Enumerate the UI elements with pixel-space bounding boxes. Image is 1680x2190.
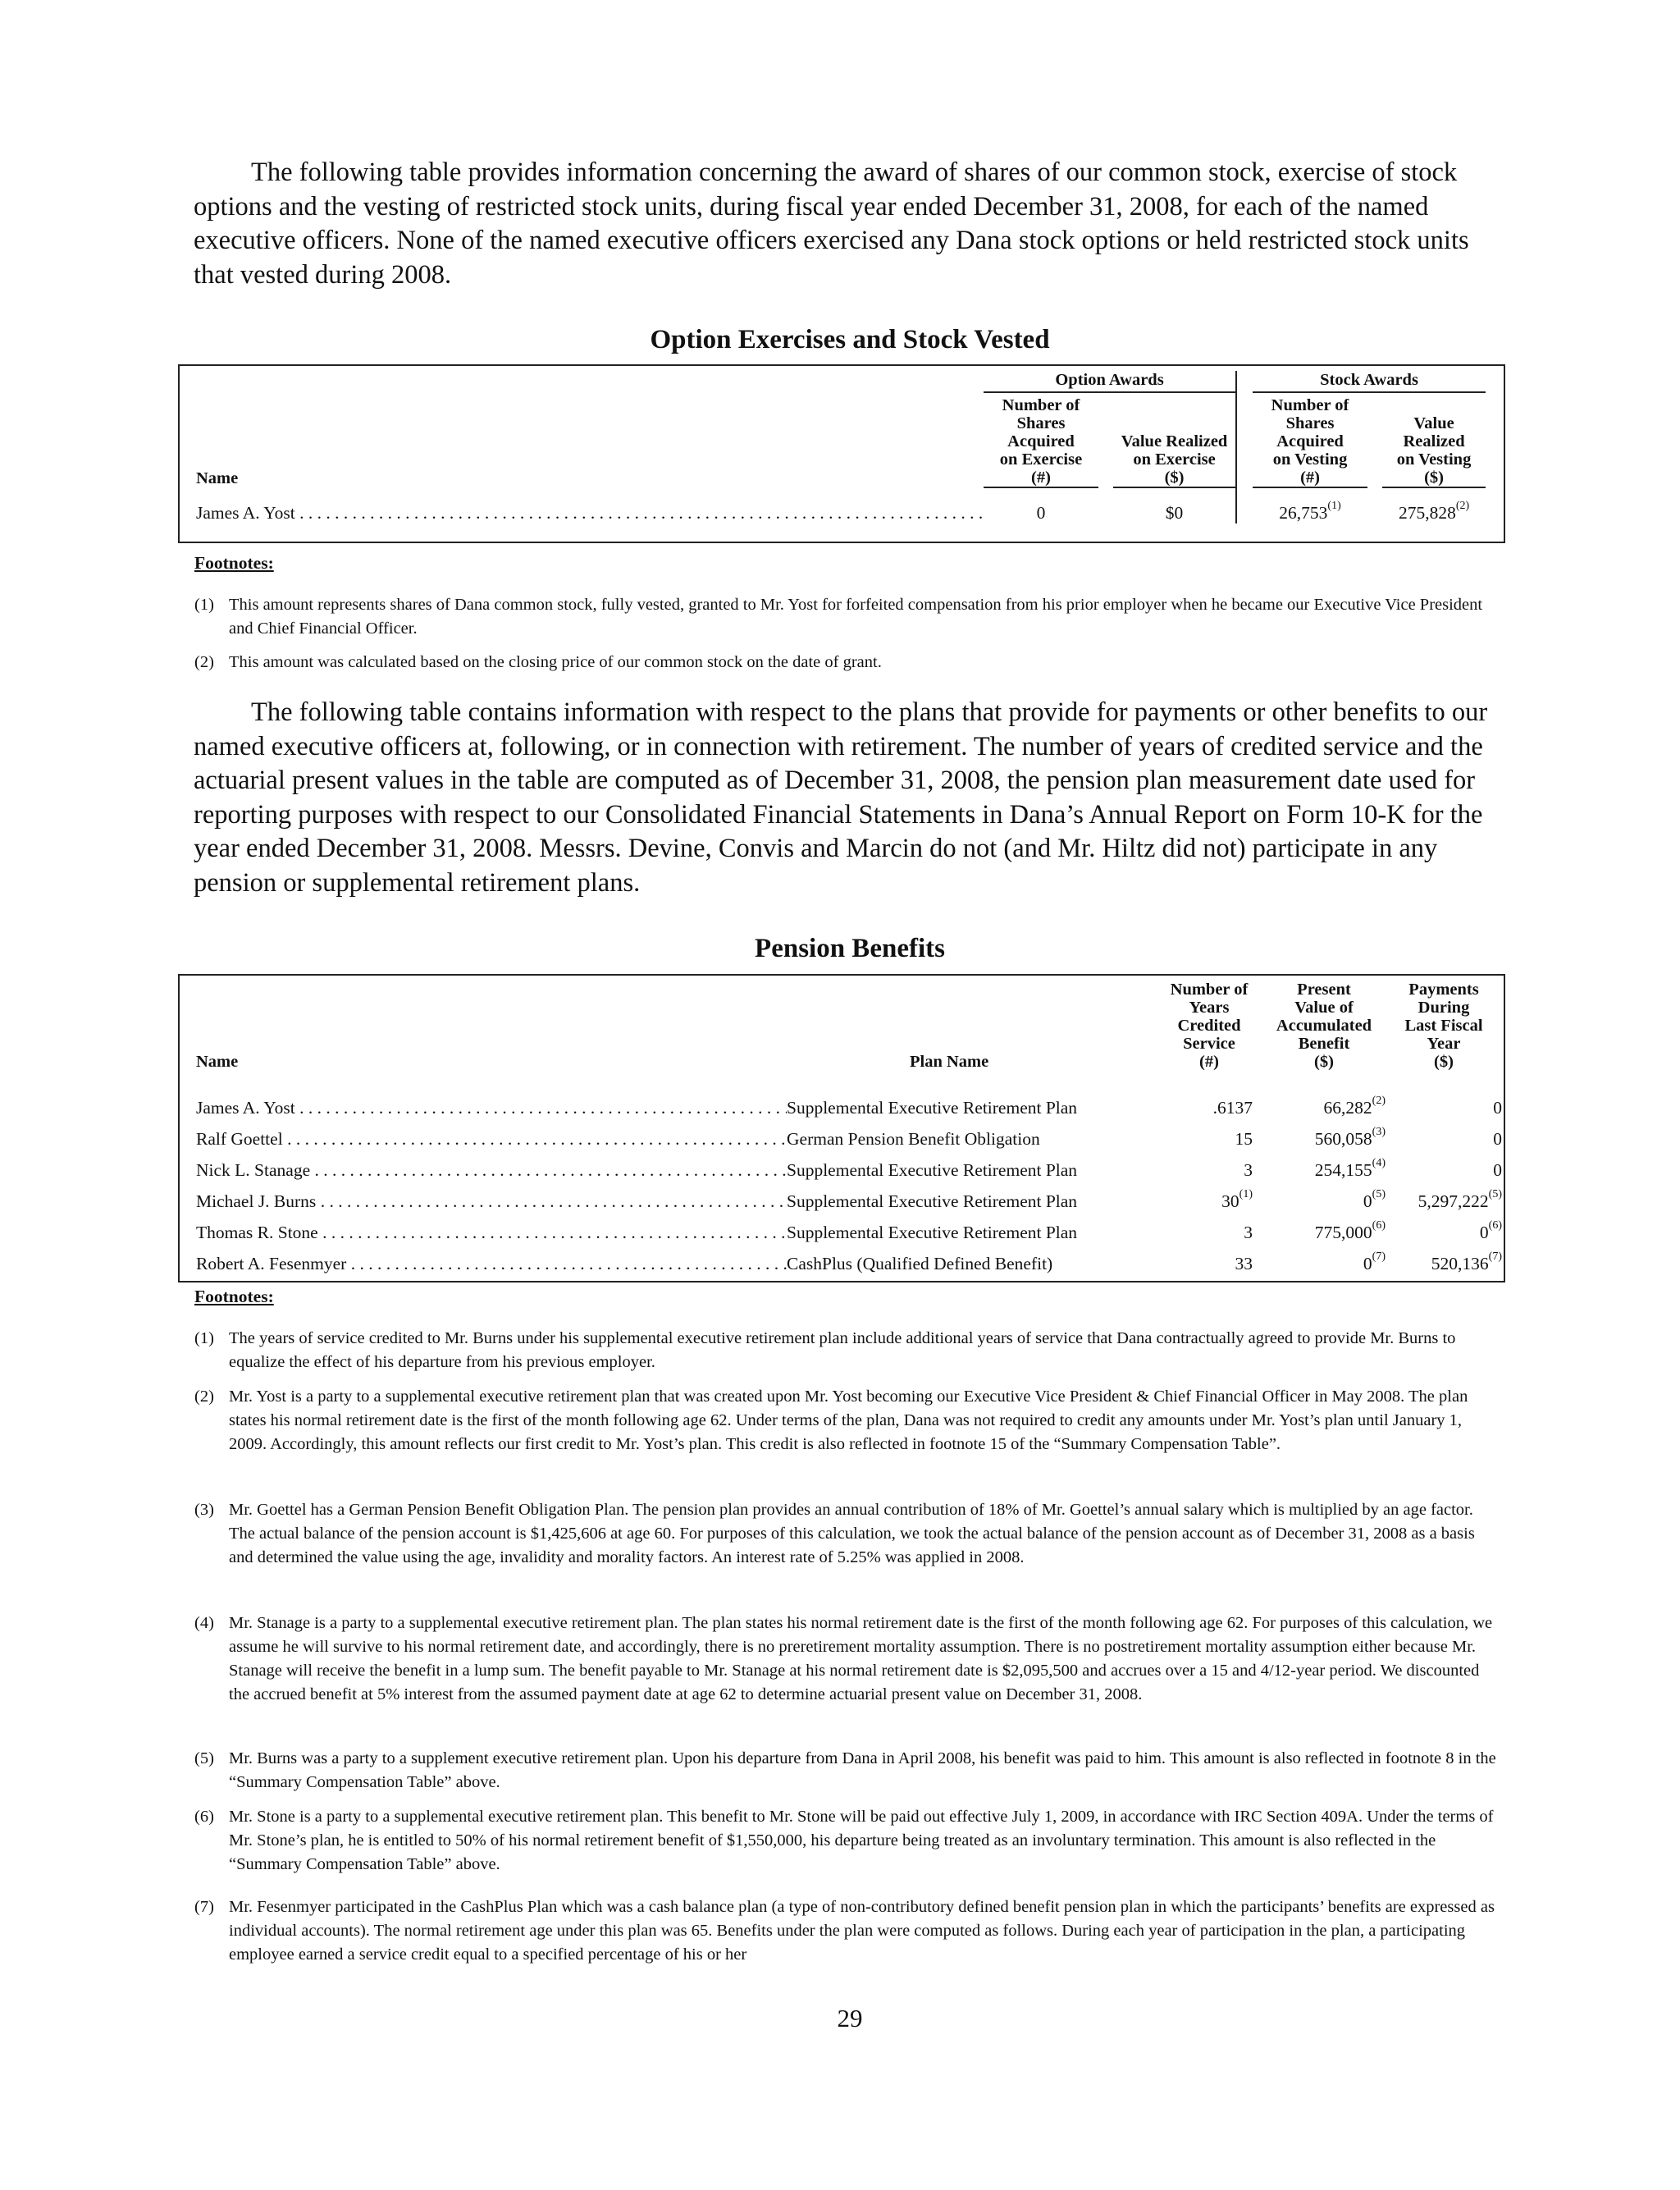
row-plan: CashPlus (Qualified Defined Benefit) [787,1254,1053,1273]
col-header-payments: Payments During Last Fiscal Year ($) [1404,981,1483,1071]
table-row [180,487,1504,523]
col-header-present: Present Value of Accumulated Benefit ($) [1276,981,1372,1071]
col-header-opt-value: Value Realized on Exercise ($) [1113,392,1236,487]
row-name: Thomas R. Stone . . . [196,1212,787,1243]
row-payments: 0 [1493,1098,1502,1118]
pension-benefits-table [178,974,1505,1282]
row-opt-shares: 0 [1036,503,1046,523]
row-stk-value: 275,828$^{(2)}$ [1398,500,1470,523]
row-name: James A. Yost . . . [196,1087,787,1118]
row-present: 254,155$^{(4)}$ [1314,1157,1386,1180]
row-payments: 520,136$^{(7)}$ [1431,1250,1502,1273]
row-payments: 0$^{(6)}$ [1479,1219,1502,1242]
row-present: 560,058$^{(3)}$ [1314,1126,1386,1149]
row-name: Ralf Goettel . . . [196,1118,787,1150]
footnote: (4) Mr. Stanage is a party to a supplemental executive retirement plan. The plan states his normal retirement date is the first of the month following age 62. For purposes of this calculation, we assume he will survive to his normal retirement date, and accordingly, there is no preretirement mortality assumption. There is no postretirement mortality assumption either because Mr. Stanage will receive the benefit in a lump sum. The benefit payable to Mr. Stanage at his normal retirement date is $2,095,500 and accrues over a 15 and 4/12-year period. We discounted the accrued benefit at 5% interest from the assumed payment date at age 62 to determine actuarial present value on December 31, 2008. [194,1614,1493,1703]
row-present: 0$^{(5)}$ [1363,1188,1386,1211]
option-footnotes-heading: Footnotes: [194,553,274,573]
row-plan: Supplemental Executive Retirement Plan [787,1098,1078,1118]
row-years: 15 [1235,1129,1253,1149]
col-header-name: Name [196,1053,239,1071]
footnote: (2) Mr. Yost is a party to a supplemental executive retirement plan that was created upon Mr. Yost becoming our Executive Vice President & Chief Financial Officer in May 2008. The plan states his normal retirement date is the first of the month following age 62. Under terms of the plan, Dana was not required to credit any amounts under Mr. Yost’s plan until January 1, 2009. Accordingly, this amount reflects our first credit to Mr. Yost’s plan. This credit is also reflected in footnote 15 of the “Summary Compensation Table”. [194,1388,1468,1453]
option-exercises-table [178,364,1505,543]
row-plan: Supplemental Executive Retirement Plan [787,1223,1078,1242]
option-awards-group-header: Option Awards [984,371,1236,392]
pension-table-title: Pension Benefits [755,934,945,963]
option-table-title: Option Exercises and Stock Vested [650,325,1050,354]
row-plan: Supplemental Executive Retirement Plan [787,1191,1078,1211]
footnote: (1) The years of service credited to Mr. Burns under his supplemental executive retirement plan include additional years of service that Dana contractually agreed to provide Mr. Burns to equalize the effect of his departure from his previous employer. [194,1329,1456,1371]
col-header-plan: Plan Name [910,1053,989,1071]
row-name: Michael J. Burns . . . [196,1181,787,1212]
row-opt-value: $0 [1165,503,1184,523]
col-header-stk-value: Value Realized on Vesting ($) [1382,392,1486,487]
footnote: (3) Mr. Goettel has a German Pension Benefit Obligation Plan. The pension plan provides an annual contribution of 18% of Mr. Goettel’s annual salary which is multiplied by an age factor. The actual balance of the pension account is $1,425,606 at age 60. For purposes of this calculation, we took the actual balance of the pension account as of December 31, 2008 as a basis and determined the value using the age, invalidity and morality factors. An interest rate of 5.25% was applied in 2008. [194,1501,1475,1566]
page-number: 29 [837,2004,863,2032]
row-years: 33 [1235,1254,1253,1273]
row-stk-shares: 26,753$^{(1)}$ [1279,500,1341,523]
table-row [180,1150,1504,1181]
footnote: (7) Mr. Fesenmyer participated in the CashPlus Plan which was a cash balance plan (a type of non-contributory defined benefit pension plan in which the participants’ benefits are expressed as individual accounts). The normal retirement age under this plan was 65. Benefits under the plan were computed as follows. During each year of participation in the plan, a participating employee earned a service credit equal to a specified percentage of his or her [194,1898,1495,1964]
footnote: (5) Mr. Burns was a party to a supplement executive retirement plan. Upon his departure from Dana in April 2008, his benefit was paid to him. This amount is also reflected in footnote 8 in the “Summary Compensation Table” above. [194,1749,1496,1791]
footnote: (2) This amount was calculated based on the closing price of our common stock on the date of grant. [194,653,882,671]
table-row [180,1212,1504,1243]
row-name: James A. Yost . . . [196,487,984,523]
row-present: 66,282$^{(2)}$ [1323,1095,1386,1118]
row-payments: 0 [1493,1160,1502,1180]
table-row [180,1243,1504,1274]
stock-awards-group-header: Stock Awards [1253,371,1486,392]
col-header-stk-shares: Number of Shares Acquired on Vesting (#) [1253,392,1367,487]
row-plan: German Pension Benefit Obligation [787,1129,1040,1149]
pension-paragraph: The following table contains information with respect to the plans that provide for payments or other benefits to our named executive officers at, following, or in connection with retirement. The number of years of credited service and the actuarial present values in the table are computed as of December 31, 2008, the pension plan measurement date used for reporting purposes with respect to our Consolidated Financial Statements in Dana’s Annual Report on Form 10-K for the year ended December 31, 2008. Messrs. Devine, Convis and Marcin do not (and Mr. Hiltz did not) participate in any pension or supplemental retirement plans. [194,697,1488,898]
row-payments: 5,297,222$^{(5)}$ [1418,1188,1502,1211]
row-present: 775,000$^{(6)}$ [1314,1219,1386,1242]
pension-footnotes-heading: Footnotes: [194,1287,274,1306]
row-plan: Supplemental Executive Retirement Plan [787,1160,1078,1180]
col-header-years: Number of Years Credited Service (#) [1170,981,1249,1071]
col-header-name: Name [196,469,239,487]
row-years: 3 [1244,1160,1253,1180]
footnote: (1) This amount represents shares of Dana common stock, fully vested, granted to Mr. Yost for forfeited compensation from his prior employer when he became our Executive Vice President and Chief Financial Officer. [194,596,1483,638]
row-years: .6137 [1212,1098,1253,1118]
table-row [180,1087,1504,1118]
row-present: 0$^{(7)}$ [1363,1250,1386,1273]
table-row [180,1118,1504,1150]
row-years: 30$^{(1)}$ [1221,1188,1253,1211]
row-years: 3 [1244,1223,1253,1242]
row-name: Robert A. Fesenmyer . . . [196,1243,787,1274]
table-row [180,1181,1504,1212]
row-name: Nick L. Stanage . . . [196,1150,787,1181]
intro-paragraph: The following table provides information concerning the award of shares of our common stock, exercise of stock options and the vesting of restricted stock units, during fiscal year ended December 31, 2008, for each of the named executive officers. None of the named executive officers exercised any Dana stock options or held restricted stock units that vested during 2008. [194,158,1469,290]
row-payments: 0 [1493,1129,1502,1149]
footnote: (6) Mr. Stone is a party to a supplemental executive retirement plan. This benefit to Mr. Stone will be paid out effective July 1, 2009, in accordance with IRC Section 409A. Under the terms of Mr. Stone’s plan, he is entitled to 50% of his normal retirement benefit of $1,550,000, his departure being treated as an involuntary termination. This amount is also reflected in the “Summary Compensation Table” above. [194,1808,1494,1873]
col-header-opt-shares: Number of Shares Acquired on Exercise (#) [984,392,1098,487]
